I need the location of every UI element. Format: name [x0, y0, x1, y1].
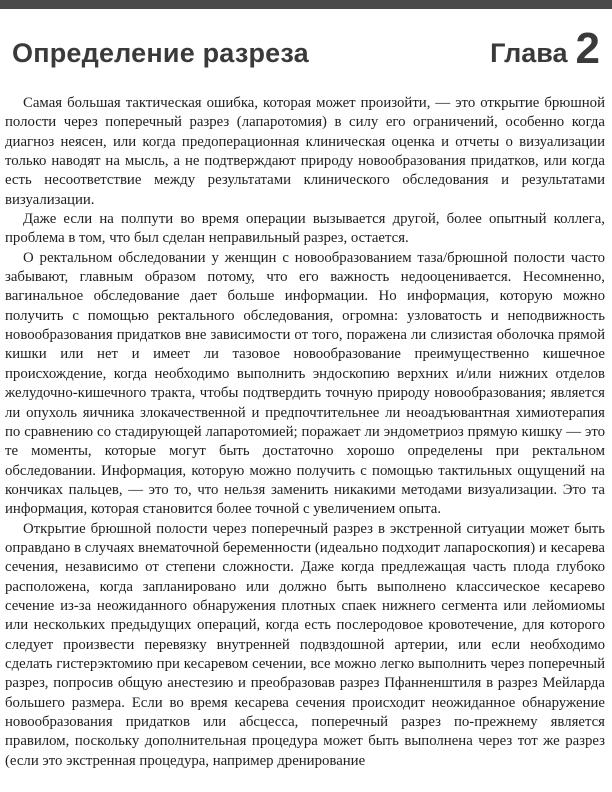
body-text — [5, 94, 605, 771]
chapter-number: 2 — [575, 24, 600, 73]
paragraph: О ректальном обследовании у женщин с новообразованием таза/брюшной полости часто забывают, главным образом потому, что его важность недооценивается. Несомненно, вагинальное обследование дает больше информации. Но информация, которую можно получить с помощью ректального обследования, огромна: узловатость и неподвижность новообразования придатков вне зависимости от того, поражена ли слизистая оболочка прямой кишки или нет и имеет ли тазовое новообразование преимущественно кишечное происхождение, когда необходимо выполнить эндоскопию верхних и/или нижних отделов желудочно-кишечного тракта, чтобы подтвердить точную природу новообразования; является ли опухоль яичника злокачественной и предпочтительнее ли неоадъювантная химиотерапия по сравнению со стадирующей лапаротомией; поражает ли эндометриоз прямую кишку — это те моменты, которые могут быть достаточно хорошо определены при ректальном обследовании. Информация, которую можно получить с помощью тактильных ощущений на кончиках пальцев, — это то, что нельзя заменить никакими методами визуализации. Это та информация, которая становится более точной с увеличением опыта. — [5, 249, 605, 518]
paragraph: Открытие брюшной полости через поперечный разрез в экстренной ситуации может быть оправдано в случаях внематочной беременности (идеально подходит лапароскопия) и кесарева сечения, независимо от степени сложности. Даже когда предлежащая часть плода глубоко расположена, когда запланировано или должно быть выполнено классическое кесарево сечение из-за неожиданного обнаружения плотных спаек нижнего сегмента или лейомиомы или нескольких предыдущих операций, когда есть послеродовое кровотечение, для которого следует произвести перевязку внутренней подвздошной артерии, или если необходимо сделать гистерэктомию при кесаревом сечении, все можно легко выполнить через поперечный разрез, попросив общую анестезию и преобразовав разрез Пфанненштиля в разрез Мейларда большего размера. Если во время кесарева сечения происходит неожиданное обнаружение новообразования придатков или абсцесса, поперечный разрез по-прежнему является правилом, поскольку дополнительная процедура может быть выполнена через тот же разрез (если это экстренная процедура, например дренирование — [5, 520, 605, 769]
paragraph: Самая большая тактическая ошибка, которая может произойти, — это открытие брюшной полости через поперечный разрез (лапаротомия) в силу его ограничений, особенно когда диагноз неясен, или когда предоперационная клиническая оценка и отчеты о визуализации только наводят на мысль, а не подтверждают природу новообразования придатков, или когда есть несоответствие между результатами клинического обследования и результатами визуализации. — [5, 95, 605, 208]
chapter-label — [490, 24, 600, 73]
chapter-title: Определение разреза — [12, 38, 309, 68]
paragraph: Даже если на полпути во время операции вызывается другой, более опытный коллега, проблема в том, что был сделан неправильный разрез, остается. — [5, 211, 605, 247]
page-header — [12, 22, 600, 72]
top-rule — [0, 0, 612, 9]
chapter-word: Глава — [490, 38, 568, 68]
